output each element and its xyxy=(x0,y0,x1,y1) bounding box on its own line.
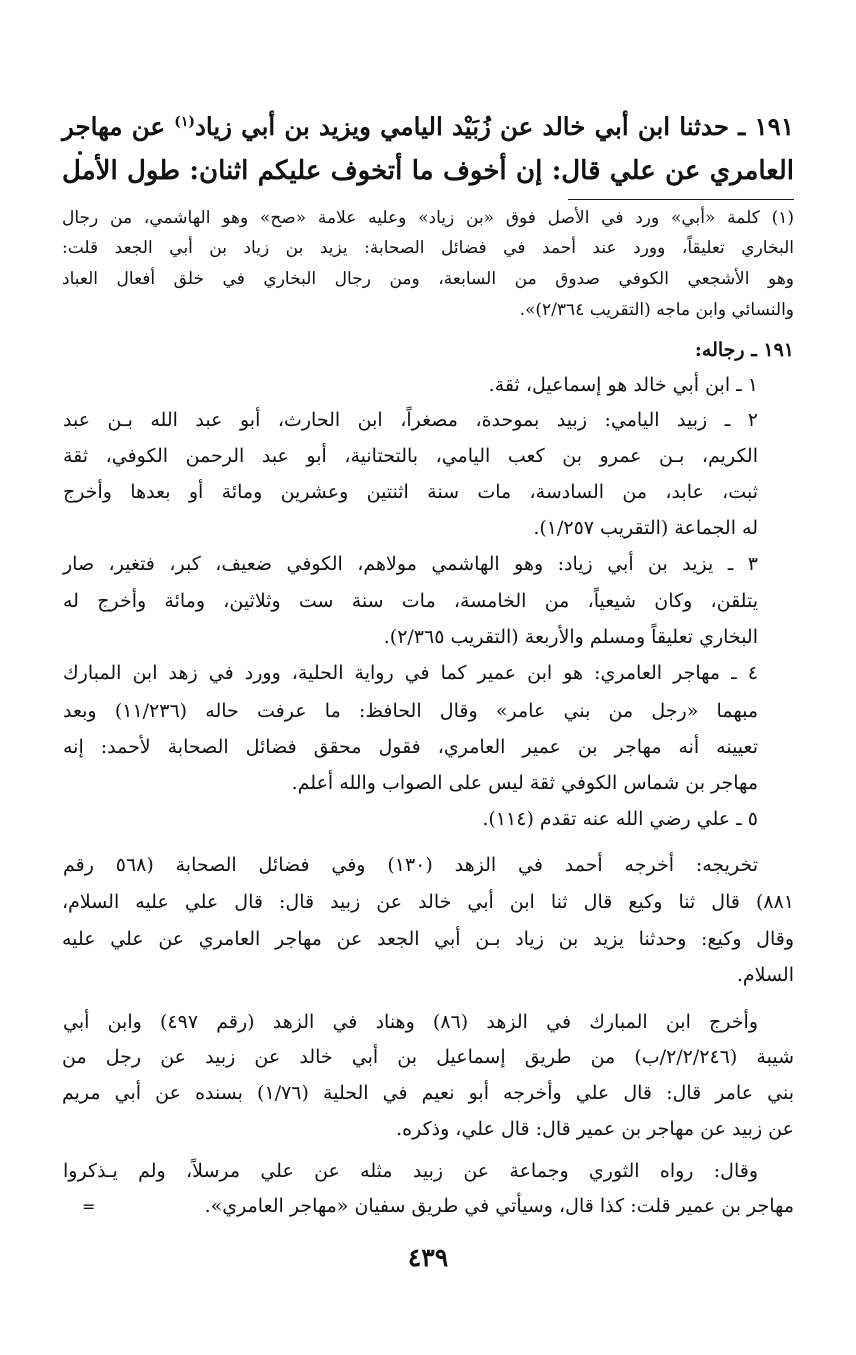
takhrij-line: عن زبيد عن مهاجر بن عمير قال: قال علي، وذكره. xyxy=(396,1118,794,1140)
page-number: ٤٣٩ xyxy=(407,1243,449,1272)
narrator-line: مهاجر بن شماس الكوفي ثقة ليس على الصواب والله أعلم. xyxy=(291,772,758,794)
takhrij-line: شيبة (٢/٢/٢٤٦/ب) من طريق إسماعيل بن أبي خالد عن زبيد عن رجل من xyxy=(62,1046,795,1068)
narrators-heading: ١٩١ ـ رجاله: xyxy=(694,339,794,361)
narrator-line: يتلقن، وكان شيعياً، من الخامسة، مات سنة ست وثلاثين، ومائة وأخرج له xyxy=(63,590,758,612)
narrator-line: ٥ ـ علي رضي الله عنه تقدم (١١٤). xyxy=(482,808,758,830)
narrator-line: ٢ ـ زبيد اليامي: زبيد بموحدة، مصغراً، ابن الحارث، أبو عبد الله بـن عبد xyxy=(63,409,758,431)
footnote-reference: (١) xyxy=(174,113,195,130)
footnote-line: (١) كلمة «أبي» ورد في الأصل فوق «بن زياد» وعليه علامة «صح» وهو الهاشمي، من رجال xyxy=(62,208,794,228)
narrator-line: ١ ـ ابن أبي خالد هو إسماعيل، ثقة. xyxy=(488,374,758,396)
narrator-line: ٤ ـ مهاجر العامري: هو ابن عمير كما في رواية الحلية، وورد في زهد ابن المبارك xyxy=(63,662,758,684)
margin-dot xyxy=(78,151,82,155)
hadith-line-1-start: ١٩١ ـ حدثنا ابن أبي خالد عن زُبَيْد اليامي ويزيد بن أبي زياد xyxy=(194,112,794,141)
takhrij-line: وأخرج ابن المبارك في الزهد (٨٦) وهناد في الزهد (رقم ٤٩٧) وابن أبي xyxy=(63,1011,758,1033)
narrator-line: الكريم، بـن عمرو بن كعب اليامي، بالتحتانية، أبو عبد الرحمن الكوفي، ثقة xyxy=(63,445,758,467)
narrator-line: ٣ ـ يزيد بن أبي زياد: وهو الهاشمي مولاهم، الكوفي ضعيف، كبر، فتغير، صار xyxy=(63,553,758,575)
takhrij-line: بني عامر قال: قال علي وأخرجه أبو نعيم في الحلية (١/٧٦) بسنده عن أبي مريم xyxy=(62,1082,794,1104)
hadith-line-2: العامري عن علي قال: إن أخوف ما أتخوف عليكم اثنان: طول الأمل xyxy=(62,156,794,186)
footnote-line: البخاري تعليقاً، وورد عند أحمد في فضائل الصحابة: يزيد بن زياد بن أبي الجعد قلت: xyxy=(62,238,794,258)
takhrij-line: مهاجر بن عمير قلت: كذا قال، وسيأتي في طريق سفيان «مهاجر العامري». xyxy=(204,1195,794,1217)
hadith-line-1-end: عن مهاجر xyxy=(62,112,175,141)
takhrij-line: ٨٨١) قال ثنا وكيع قال ثنا ابن أبي خالد عن زبيد قال: قال علي عليه السلام، xyxy=(62,891,794,913)
footnote-separator xyxy=(568,199,794,200)
narrator-line: مبهما «رجل من بني عامر» وقال الحافظ: ما عرفت حاله (١١/٢٣٦) وبعد xyxy=(63,700,758,722)
continuation-mark: = xyxy=(82,1197,96,1216)
footnote-line: وهو الأشجعي الكوفي صدوق من السابعة، ومن رجال البخاري في خلق أفعال العباد xyxy=(62,269,794,289)
footnote-line: والنسائي وابن ماجه (التقريب ٢/٣٦٤)». xyxy=(519,300,794,320)
takhrij-line: وقال وكيع: وحدثنا يزيد بن زياد بـن أبي الجعد عن مهاجر العامري عن علي عليه xyxy=(62,928,794,950)
narrator-line: البخاري تعليقاً ومسلم والأربعة (التقريب ٢/٣٦٥). xyxy=(383,626,758,648)
hadith-line-1 xyxy=(62,112,794,141)
narrator-line: ثبت، عابد، من السادسة، مات سنة اثنتين وعشرين ومائة أو بعدها وأخرج xyxy=(63,481,758,503)
takhrij-line: وقال: رواه الثوري وجماعة عن زبيد مثله عن علي مرسلاً، ولم يـذكروا xyxy=(63,1160,758,1182)
takhrij-line: تخريجه: أخرجه أحمد في الزهد (١٣٠) وفي فضائل الصحابة (٥٦٨ رقم xyxy=(63,854,758,876)
narrator-line: تعيينه أنه مهاجر بن عمير العامري، فقول محقق فضائل الصحابة لأحمد: إنه xyxy=(63,736,758,758)
takhrij-line: السلام. xyxy=(736,964,794,986)
narrator-line: له الجماعة (التقريب ١/٢٥٧). xyxy=(533,517,758,539)
